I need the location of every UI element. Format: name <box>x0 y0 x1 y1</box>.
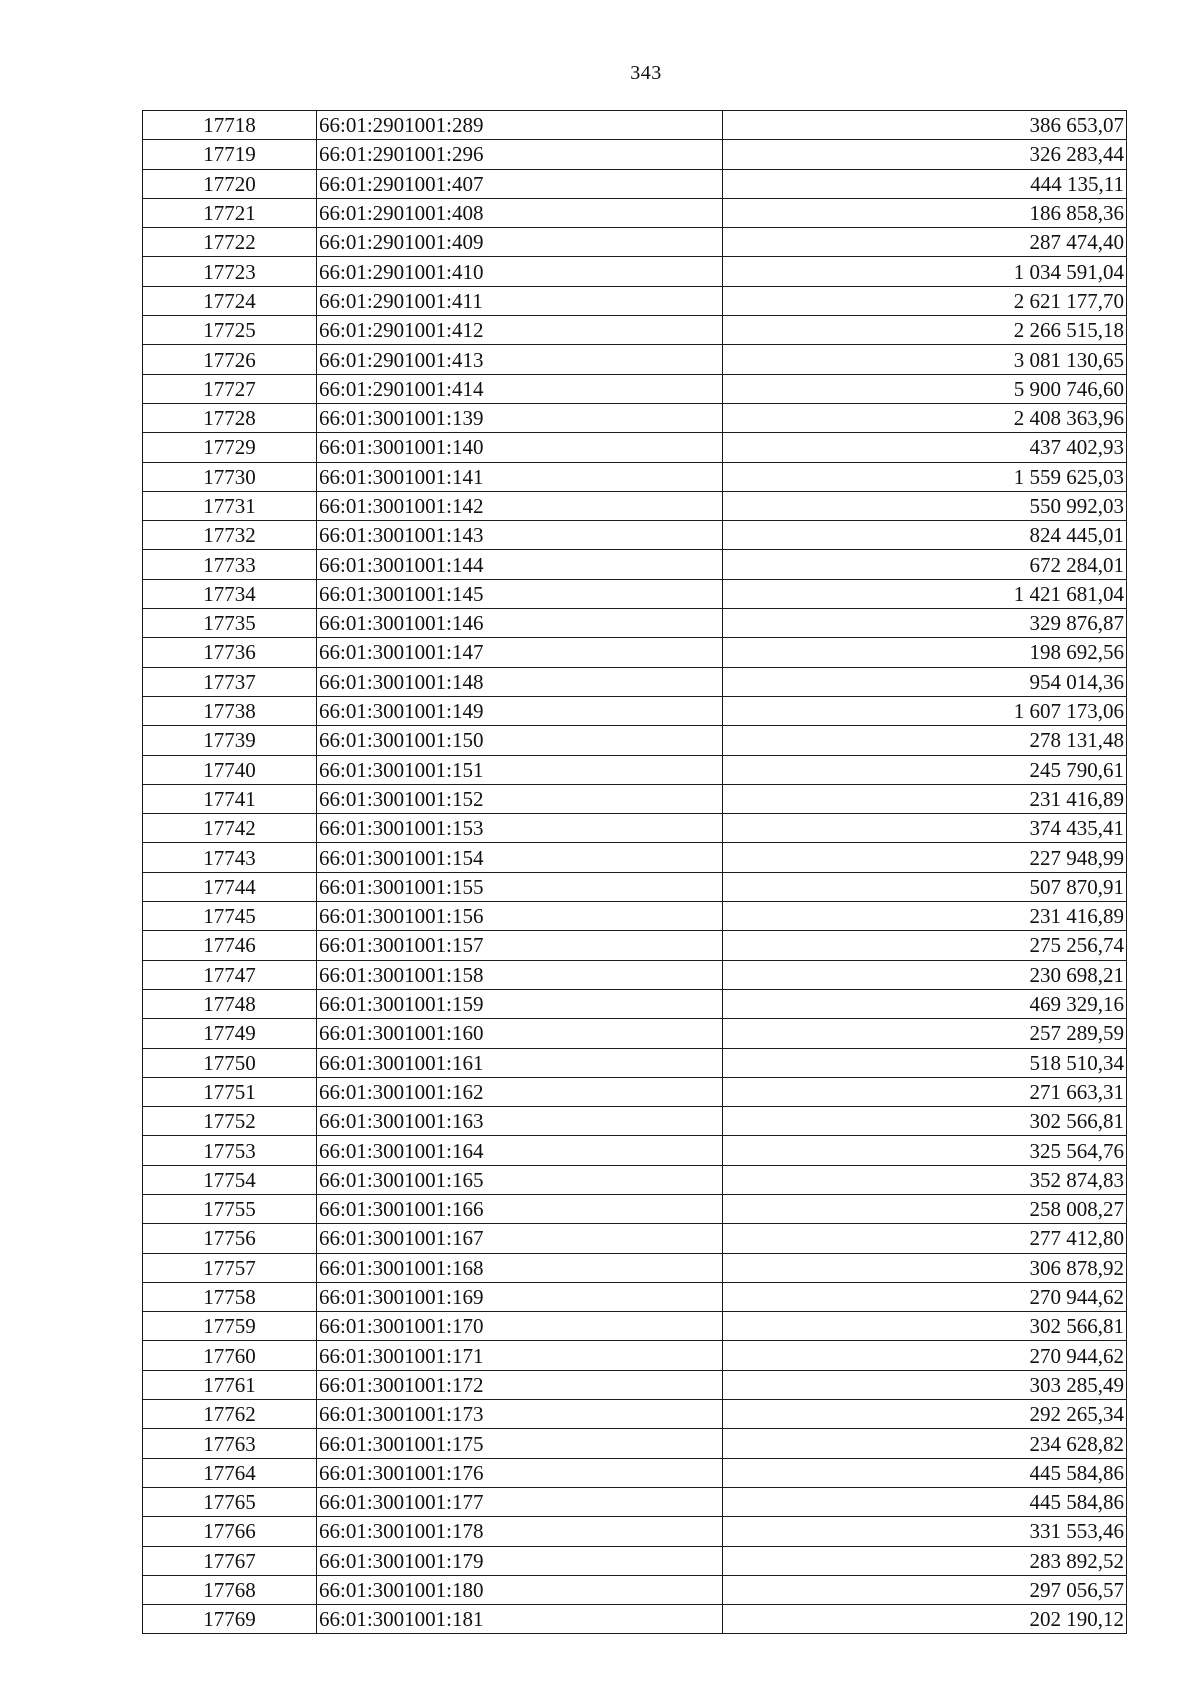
table-row <box>143 814 1127 843</box>
table-row <box>143 462 1127 491</box>
cadastral-number-cell: 66:01:2901001:408 <box>317 198 723 227</box>
row-number-cell: 17740 <box>143 755 317 784</box>
cadastral-number-cell: 66:01:3001001:155 <box>317 872 723 901</box>
table-row <box>143 638 1127 667</box>
table-body <box>143 111 1127 1634</box>
table-row <box>143 667 1127 696</box>
table-row <box>143 1077 1127 1106</box>
table-row <box>143 784 1127 813</box>
row-number-cell: 17768 <box>143 1575 317 1604</box>
row-number-cell: 17730 <box>143 462 317 491</box>
cadastral-value-cell: 230 698,21 <box>723 960 1127 989</box>
row-number-cell: 17748 <box>143 989 317 1018</box>
cadastral-number-cell: 66:01:3001001:180 <box>317 1575 723 1604</box>
cadastral-number-cell: 66:01:3001001:165 <box>317 1165 723 1194</box>
row-number-cell: 17731 <box>143 491 317 520</box>
row-number-cell: 17718 <box>143 111 317 140</box>
cadastral-value-cell: 3 081 130,65 <box>723 345 1127 374</box>
table-row <box>143 960 1127 989</box>
table-row <box>143 872 1127 901</box>
cadastral-number-cell: 66:01:2901001:412 <box>317 316 723 345</box>
row-number-cell: 17745 <box>143 902 317 931</box>
cadastral-number-cell: 66:01:3001001:153 <box>317 814 723 843</box>
cadastral-number-cell: 66:01:3001001:169 <box>317 1282 723 1311</box>
row-number-cell: 17737 <box>143 667 317 696</box>
table-row <box>143 433 1127 462</box>
row-number-cell: 17769 <box>143 1605 317 1634</box>
row-number-cell: 17726 <box>143 345 317 374</box>
cadastral-value-cell: 275 256,74 <box>723 931 1127 960</box>
row-number-cell: 17766 <box>143 1517 317 1546</box>
cadastral-number-cell: 66:01:3001001:142 <box>317 491 723 520</box>
cadastral-number-cell: 66:01:3001001:146 <box>317 609 723 638</box>
cadastral-value-cell: 202 190,12 <box>723 1605 1127 1634</box>
row-number-cell: 17749 <box>143 1019 317 1048</box>
cadastral-value-cell: 270 944,62 <box>723 1341 1127 1370</box>
cadastral-number-cell: 66:01:3001001:166 <box>317 1194 723 1223</box>
row-number-cell: 17723 <box>143 257 317 286</box>
page-number: 343 <box>630 62 662 84</box>
cadastral-number-cell: 66:01:2901001:413 <box>317 345 723 374</box>
row-number-cell: 17722 <box>143 228 317 257</box>
table-row <box>143 169 1127 198</box>
table-row <box>143 1429 1127 1458</box>
row-number-cell: 17750 <box>143 1048 317 1077</box>
cadastral-number-cell: 66:01:2901001:411 <box>317 286 723 315</box>
cadastral-number-cell: 66:01:3001001:159 <box>317 989 723 1018</box>
cadastral-value-cell: 234 628,82 <box>723 1429 1127 1458</box>
cadastral-number-cell: 66:01:3001001:158 <box>317 960 723 989</box>
cadastral-number-cell: 66:01:2901001:289 <box>317 111 723 140</box>
cadastral-number-cell: 66:01:3001001:179 <box>317 1546 723 1575</box>
cadastral-number-cell: 66:01:3001001:161 <box>317 1048 723 1077</box>
row-number-cell: 17732 <box>143 521 317 550</box>
table-row <box>143 1605 1127 1634</box>
cadastral-number-cell: 66:01:3001001:164 <box>317 1136 723 1165</box>
table-row <box>143 1165 1127 1194</box>
cadastral-value-cell: 374 435,41 <box>723 814 1127 843</box>
row-number-cell: 17762 <box>143 1400 317 1429</box>
cadastral-value-cell: 297 056,57 <box>723 1575 1127 1604</box>
cadastral-value-cell: 2 266 515,18 <box>723 316 1127 345</box>
row-number-cell: 17753 <box>143 1136 317 1165</box>
cadastral-number-cell: 66:01:3001001:151 <box>317 755 723 784</box>
cadastral-number-cell: 66:01:3001001:181 <box>317 1605 723 1634</box>
cadastral-number-cell: 66:01:3001001:150 <box>317 726 723 755</box>
row-number-cell: 17763 <box>143 1429 317 1458</box>
row-number-cell: 17759 <box>143 1312 317 1341</box>
table-row <box>143 1048 1127 1077</box>
row-number-cell: 17758 <box>143 1282 317 1311</box>
cadastral-value-cell: 287 474,40 <box>723 228 1127 257</box>
cadastral-value-cell: 302 566,81 <box>723 1312 1127 1341</box>
row-number-cell: 17764 <box>143 1458 317 1487</box>
cadastral-value-cell: 231 416,89 <box>723 902 1127 931</box>
cadastral-number-cell: 66:01:3001001:144 <box>317 550 723 579</box>
cadastral-value-cell: 954 014,36 <box>723 667 1127 696</box>
cadastral-number-cell: 66:01:2901001:296 <box>317 140 723 169</box>
row-number-cell: 17734 <box>143 579 317 608</box>
row-number-cell: 17727 <box>143 374 317 403</box>
cadastral-value-cell: 257 289,59 <box>723 1019 1127 1048</box>
cadastral-number-cell: 66:01:2901001:409 <box>317 228 723 257</box>
table-row <box>143 1312 1127 1341</box>
table-row <box>143 228 1127 257</box>
row-number-cell: 17736 <box>143 638 317 667</box>
cadastral-value-cell: 550 992,03 <box>723 491 1127 520</box>
table-row <box>143 1282 1127 1311</box>
cadastral-number-cell: 66:01:3001001:170 <box>317 1312 723 1341</box>
row-number-cell: 17756 <box>143 1224 317 1253</box>
table-row <box>143 374 1127 403</box>
cadastral-number-cell: 66:01:3001001:139 <box>317 403 723 432</box>
cadastral-number-cell: 66:01:2901001:410 <box>317 257 723 286</box>
table-row <box>143 1194 1127 1223</box>
table-row <box>143 1575 1127 1604</box>
cadastral-value-cell: 386 653,07 <box>723 111 1127 140</box>
row-number-cell: 17729 <box>143 433 317 462</box>
cadastral-number-cell: 66:01:3001001:171 <box>317 1341 723 1370</box>
table-row <box>143 1136 1127 1165</box>
cadastral-value-cell: 331 553,46 <box>723 1517 1127 1546</box>
row-number-cell: 17755 <box>143 1194 317 1223</box>
cadastral-number-cell: 66:01:3001001:160 <box>317 1019 723 1048</box>
cadastral-number-cell: 66:01:3001001:173 <box>317 1400 723 1429</box>
cadastral-value-cell: 326 283,44 <box>723 140 1127 169</box>
cadastral-value-cell: 198 692,56 <box>723 638 1127 667</box>
cadastral-number-cell: 66:01:3001001:168 <box>317 1253 723 1282</box>
row-number-cell: 17721 <box>143 198 317 227</box>
row-number-cell: 17719 <box>143 140 317 169</box>
table-row <box>143 696 1127 725</box>
cadastral-value-cell: 186 858,36 <box>723 198 1127 227</box>
cadastral-value-cell: 278 131,48 <box>723 726 1127 755</box>
row-number-cell: 17751 <box>143 1077 317 1106</box>
row-number-cell: 17760 <box>143 1341 317 1370</box>
cadastral-number-cell: 66:01:3001001:140 <box>317 433 723 462</box>
table-row <box>143 491 1127 520</box>
table-row <box>143 316 1127 345</box>
cadastral-number-cell: 66:01:3001001:163 <box>317 1107 723 1136</box>
table-row <box>143 1517 1127 1546</box>
table-row <box>143 550 1127 579</box>
cadastral-value-cell: 469 329,16 <box>723 989 1127 1018</box>
cadastral-value-cell: 824 445,01 <box>723 521 1127 550</box>
table-row <box>143 345 1127 374</box>
row-number-cell: 17761 <box>143 1370 317 1399</box>
table-row <box>143 1370 1127 1399</box>
cadastral-value-table <box>142 110 1127 1634</box>
table-row <box>143 579 1127 608</box>
row-number-cell: 17735 <box>143 609 317 638</box>
cadastral-value-cell: 292 265,34 <box>723 1400 1127 1429</box>
cadastral-number-cell: 66:01:3001001:178 <box>317 1517 723 1546</box>
cadastral-value-cell: 258 008,27 <box>723 1194 1127 1223</box>
table-row <box>143 1487 1127 1516</box>
cadastral-number-cell: 66:01:3001001:148 <box>317 667 723 696</box>
row-number-cell: 17739 <box>143 726 317 755</box>
cadastral-value-cell: 329 876,87 <box>723 609 1127 638</box>
row-number-cell: 17747 <box>143 960 317 989</box>
cadastral-number-cell: 66:01:3001001:177 <box>317 1487 723 1516</box>
table-row <box>143 1341 1127 1370</box>
cadastral-number-cell: 66:01:2901001:414 <box>317 374 723 403</box>
cadastral-number-cell: 66:01:3001001:167 <box>317 1224 723 1253</box>
row-number-cell: 17754 <box>143 1165 317 1194</box>
row-number-cell: 17728 <box>143 403 317 432</box>
row-number-cell: 17725 <box>143 316 317 345</box>
cadastral-value-cell: 445 584,86 <box>723 1487 1127 1516</box>
row-number-cell: 17744 <box>143 872 317 901</box>
row-number-cell: 17752 <box>143 1107 317 1136</box>
cadastral-number-cell: 66:01:3001001:156 <box>317 902 723 931</box>
cadastral-value-cell: 277 412,80 <box>723 1224 1127 1253</box>
cadastral-number-cell: 66:01:3001001:147 <box>317 638 723 667</box>
table-row <box>143 1019 1127 1048</box>
row-number-cell: 17746 <box>143 931 317 960</box>
table-row <box>143 1400 1127 1429</box>
cadastral-value-cell: 1 559 625,03 <box>723 462 1127 491</box>
table-row <box>143 521 1127 550</box>
row-number-cell: 17742 <box>143 814 317 843</box>
row-number-cell: 17765 <box>143 1487 317 1516</box>
row-number-cell: 17738 <box>143 696 317 725</box>
table-row <box>143 931 1127 960</box>
cadastral-value-cell: 227 948,99 <box>723 843 1127 872</box>
cadastral-value-cell: 325 564,76 <box>723 1136 1127 1165</box>
cadastral-number-cell: 66:01:2901001:407 <box>317 169 723 198</box>
table-row <box>143 403 1127 432</box>
cadastral-number-cell: 66:01:3001001:175 <box>317 1429 723 1458</box>
cadastral-value-cell: 1 421 681,04 <box>723 579 1127 608</box>
cadastral-value-cell: 302 566,81 <box>723 1107 1127 1136</box>
cadastral-number-cell: 66:01:3001001:149 <box>317 696 723 725</box>
cadastral-number-cell: 66:01:3001001:141 <box>317 462 723 491</box>
cadastral-value-cell: 445 584,86 <box>723 1458 1127 1487</box>
row-number-cell: 17757 <box>143 1253 317 1282</box>
table-row <box>143 1253 1127 1282</box>
row-number-cell: 17733 <box>143 550 317 579</box>
cadastral-number-cell: 66:01:3001001:143 <box>317 521 723 550</box>
row-number-cell: 17720 <box>143 169 317 198</box>
cadastral-value-cell: 672 284,01 <box>723 550 1127 579</box>
cadastral-value-cell: 270 944,62 <box>723 1282 1127 1311</box>
cadastral-value-cell: 306 878,92 <box>723 1253 1127 1282</box>
cadastral-number-cell: 66:01:3001001:172 <box>317 1370 723 1399</box>
row-number-cell: 17741 <box>143 784 317 813</box>
cadastral-value-cell: 444 135,11 <box>723 169 1127 198</box>
cadastral-value-cell: 1 607 173,06 <box>723 696 1127 725</box>
cadastral-value-cell: 437 402,93 <box>723 433 1127 462</box>
cadastral-number-cell: 66:01:3001001:157 <box>317 931 723 960</box>
cadastral-value-cell: 518 510,34 <box>723 1048 1127 1077</box>
cadastral-value-cell: 2 408 363,96 <box>723 403 1127 432</box>
cadastral-number-cell: 66:01:3001001:162 <box>317 1077 723 1106</box>
table-row <box>143 1224 1127 1253</box>
cadastral-number-cell: 66:01:3001001:154 <box>317 843 723 872</box>
table-row <box>143 726 1127 755</box>
cadastral-value-cell: 5 900 746,60 <box>723 374 1127 403</box>
cadastral-number-cell: 66:01:3001001:145 <box>317 579 723 608</box>
table-row <box>143 609 1127 638</box>
cadastral-value-cell: 245 790,61 <box>723 755 1127 784</box>
cadastral-number-cell: 66:01:3001001:152 <box>317 784 723 813</box>
row-number-cell: 17767 <box>143 1546 317 1575</box>
cadastral-value-cell: 231 416,89 <box>723 784 1127 813</box>
table-row <box>143 902 1127 931</box>
cadastral-value-cell: 2 621 177,70 <box>723 286 1127 315</box>
table-row <box>143 1458 1127 1487</box>
cadastral-value-cell: 507 870,91 <box>723 872 1127 901</box>
cadastral-value-cell: 1 034 591,04 <box>723 257 1127 286</box>
row-number-cell: 17743 <box>143 843 317 872</box>
cadastral-value-cell: 352 874,83 <box>723 1165 1127 1194</box>
cadastral-value-cell: 303 285,49 <box>723 1370 1127 1399</box>
table-row <box>143 140 1127 169</box>
cadastral-number-cell: 66:01:3001001:176 <box>317 1458 723 1487</box>
table-row <box>143 989 1127 1018</box>
cadastral-value-cell: 283 892,52 <box>723 1546 1127 1575</box>
table-row <box>143 1107 1127 1136</box>
table-row <box>143 257 1127 286</box>
table-row <box>143 755 1127 784</box>
table-row <box>143 111 1127 140</box>
table-row <box>143 286 1127 315</box>
table-row <box>143 843 1127 872</box>
row-number-cell: 17724 <box>143 286 317 315</box>
table-row <box>143 1546 1127 1575</box>
table-row <box>143 198 1127 227</box>
cadastral-value-cell: 271 663,31 <box>723 1077 1127 1106</box>
